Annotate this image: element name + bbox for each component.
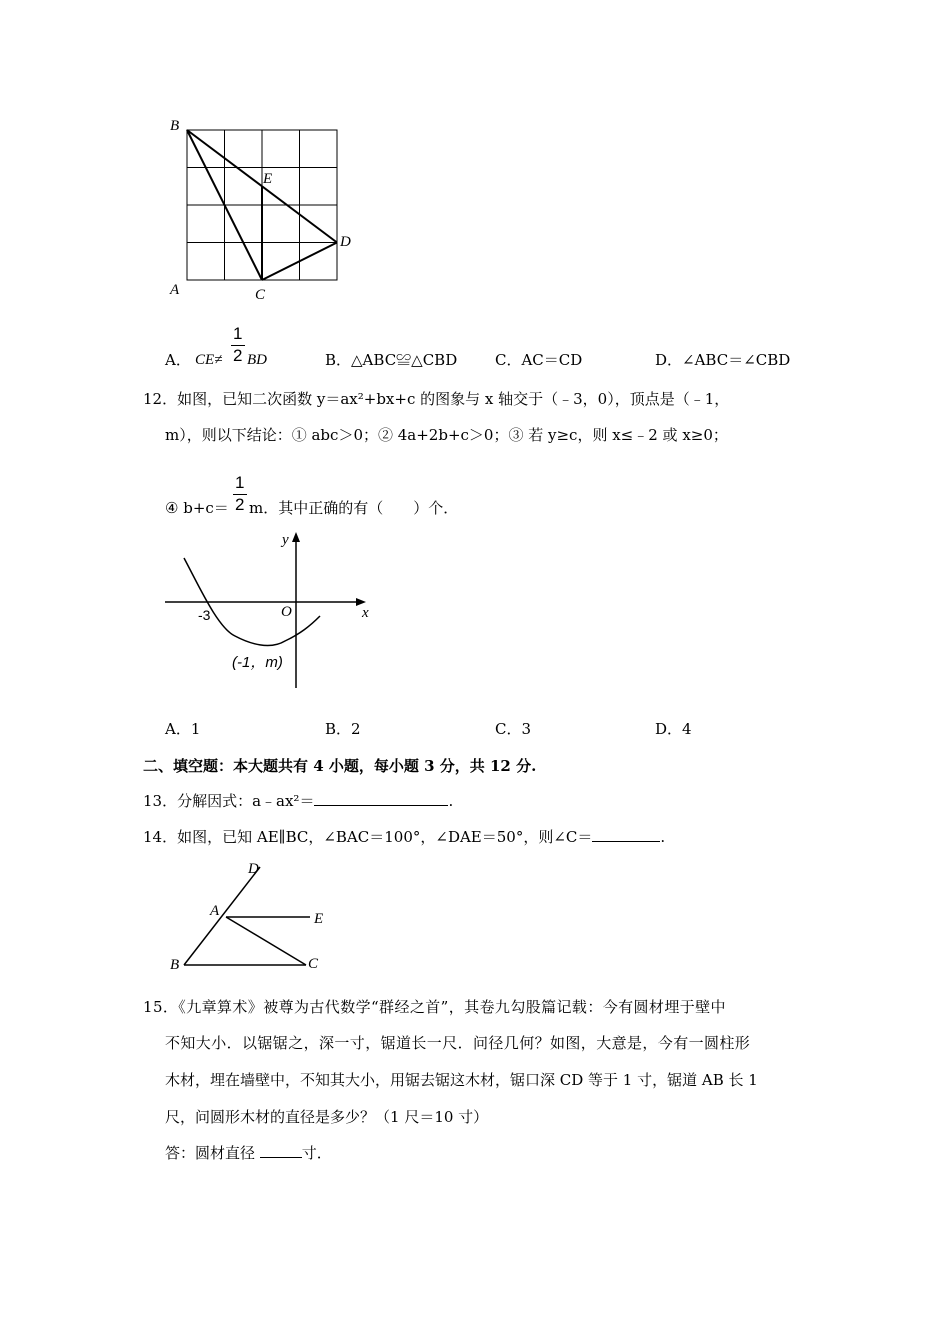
y-axis-arrow (292, 532, 300, 542)
q12-option-d: D．4 (655, 720, 692, 738)
q15-line1: 15．《九章算术》被尊为古代数学“群经之首”，其卷九勾股篇记载：今有圆材埋于壁中 (143, 998, 726, 1016)
q13-text: 13．分解因式：a﹣ax²＝ (143, 792, 315, 810)
q12-line3-post: m．其中正确的有（ ）个． (249, 499, 459, 517)
label-C: C (308, 956, 319, 972)
y-axis-label: y (282, 532, 289, 548)
q15-answer (165, 1143, 332, 1163)
q11-option-a-tail: BD (247, 352, 267, 368)
section-2-heading: 二、填空题：本大题共有 4 小题，每小题 3 分，共 12 分. (143, 757, 537, 775)
q11-option-a-letter: A． (165, 351, 191, 369)
q11-option-c: C．AC＝CD (495, 351, 583, 369)
q11-option-b: B．△ABC≌△CBD (325, 351, 458, 369)
label-B: B (170, 118, 180, 134)
vertex-label: (-1，m) (232, 654, 283, 671)
label-A: A (170, 282, 180, 298)
q12-line3-pre: ④ b+c＝ (165, 499, 229, 517)
label-D: D (248, 861, 259, 877)
q14-text: 14．如图，已知 AE∥BC，∠BAC＝100°，∠DAE＝50°，则∠C＝ (143, 828, 593, 846)
q15-answer-blank[interactable] (260, 1143, 302, 1158)
origin-label: O (281, 604, 292, 620)
q12-option-a: A．1 (165, 720, 201, 738)
label-E: E (263, 171, 273, 187)
label-A: A (210, 903, 220, 919)
q15-line4: 尺，问圆形木材的直径是多少？（1 尺＝10 寸） (165, 1108, 489, 1126)
label-D: D (340, 234, 351, 250)
q13-answer-blank[interactable] (314, 791, 448, 806)
q13-end: . (448, 792, 454, 810)
q12-parabola-graph (160, 528, 380, 693)
x-axis-label: x (362, 605, 369, 621)
q13 (143, 791, 453, 811)
q15-line2: 不知大小．以锯锯之，深一寸，锯道长一尺．问径几何？如图，大意是，今有一圆柱形 (165, 1034, 751, 1052)
q11-option-a-text: CE≠ (195, 352, 223, 368)
q11-frac-num: 1 (233, 324, 243, 343)
q15-answer-pre: 答：圆材直径 (165, 1144, 260, 1162)
q11-option-d: D．∠ABC＝∠CBD (655, 351, 791, 369)
q11-grid-figure (160, 110, 370, 305)
q12-line1: 12．如图，已知二次函数 y＝ax²+bx+c 的图象与 x 轴交于（﹣3，0），顶点是（﹣1， (143, 390, 730, 408)
q11-frac-den: 2 (233, 346, 243, 365)
q14-figure (160, 855, 340, 975)
q12-option-b: B．2 (325, 720, 361, 738)
label-B: B (170, 957, 180, 973)
q15-line3: 木材，埋在墙壁中，不知其大小，用锯去锯这木材，锯口深 CD 等于 1 寸，锯道 AB 长 1 (165, 1071, 758, 1089)
q12-frac-num: 1 (235, 473, 245, 492)
q12-line2: m），则以下结论：① abc＞0；② 4a+2b+c＞0；③ 若 y≥c，则 x≤﹣2 或 x≥0； (165, 426, 728, 444)
q12-option-c: C．3 (495, 720, 532, 738)
root-label: -3 (198, 607, 211, 623)
label-E: E (314, 911, 324, 927)
q14-answer-blank[interactable] (592, 827, 660, 842)
q14 (143, 827, 665, 847)
q14-end: . (660, 828, 666, 846)
q15-answer-post: 寸． (301, 1144, 332, 1162)
label-C: C (255, 287, 266, 303)
q12-frac-den: 2 (235, 495, 245, 514)
